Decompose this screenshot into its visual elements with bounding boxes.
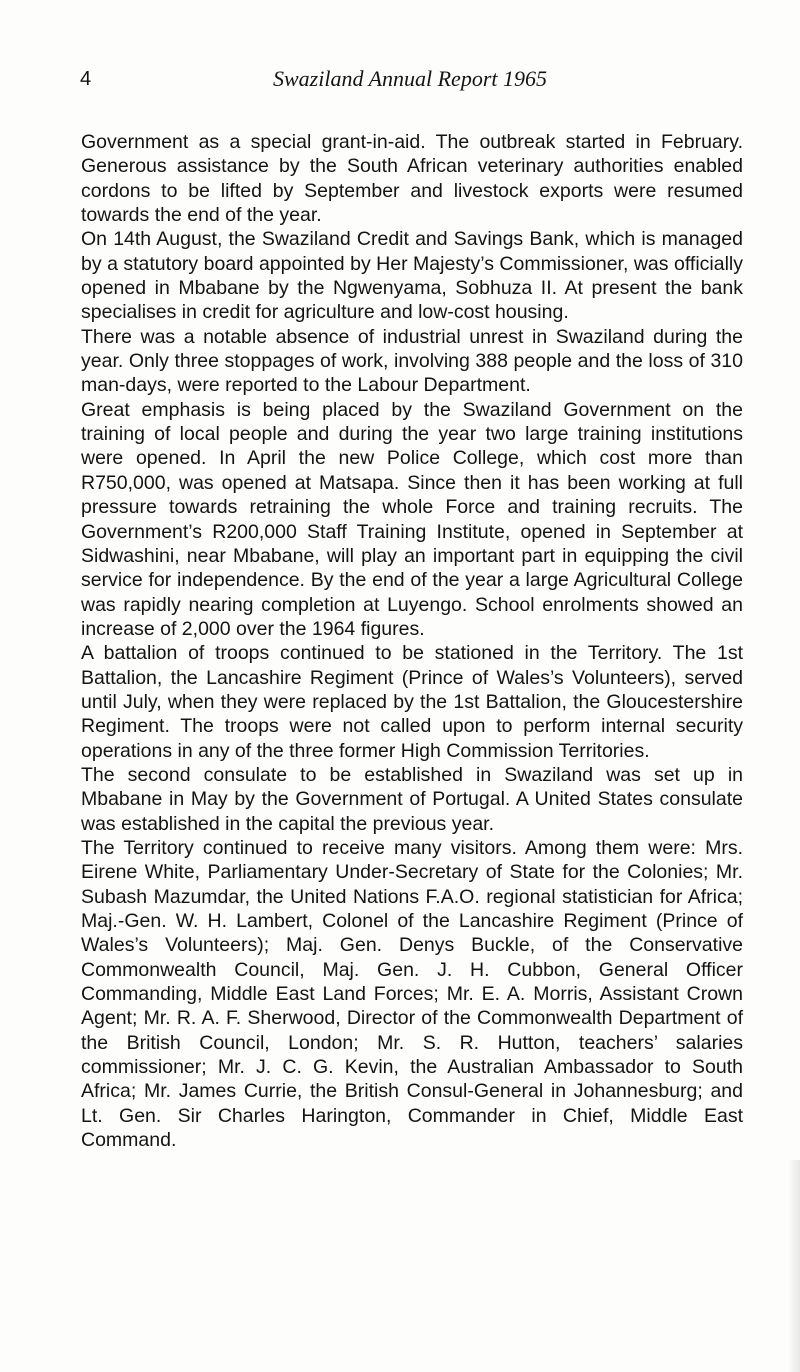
page-header xyxy=(80,66,740,96)
paragraph-livestock: Government as a special grant-in-aid. The outbreak started in February. Generous assistance by the South African veterinary authorities enabled cordons to be lifted by September and livestock exports were resumed towards the end of the year. xyxy=(81,131,743,227)
paragraph-visitors: The Territory continued to receive many visitors. Among them were: Mrs. Eirene White, Parliamentary Under-Secretary of State for the Colonies; Mr. Subash Mazumdar, the United Nations F.A.O. regional statistician for Africa; Maj.-Gen. W. H. Lambert, Colonel of the Lancashire Regiment (Prince of Wales’s Volunteers); Maj. Gen. Denys Buckle, of the Conservative Commonwealth Council, Maj. Gen. J. H. Cubbon, General Officer Commanding, Middle East Land Forces; Mr. E. A. Morris, Assistant Crown Agent; Mr. R. A. F. Sherwood, Director of the Commonwealth Department of the British Council, London; Mr. S. R. Hutton, teachers’ salaries commissioner; Mr. J. C. G. Kevin, the Australian Ambassador to South Africa; Mr. James Currie, the British Consul-General in Johannesburg; and Lt. Gen. Sir Charles Harington, Commander in Chief, Middle East Command. xyxy=(81,836,743,1152)
body-text xyxy=(81,130,743,1152)
paragraph-credit-bank: On 14th August, the Swaziland Credit and Savings Bank, which is managed by a statutory board appointed by Her Majesty’s Commissioner, was officially opened in Mbabane by the Ngwenyama, Sobhuza II. At present the bank specialises in credit for agriculture and low-cost housing. xyxy=(81,228,743,324)
paragraph-troops: A battalion of troops continued to be stationed in the Territory. The 1st Battalion, the Lancashire Regiment (Prince of Wales’s Volunteers), served until July, when they were replaced by the 1st Battalion, the Gloucestershire Regiment. The troops were not called upon to perform internal security operations in any of the three former High Commission Territories. xyxy=(81,642,743,762)
paragraph-industrial-unrest: There was a notable absence of industrial unrest in Swaziland during the year. Only three stoppages of work, involving 388 people and the loss of 310 man-days, were reported to the Labour Department. xyxy=(81,325,743,397)
page-number: 4 xyxy=(80,68,92,90)
running-title: Swaziland Annual Report 1965 xyxy=(273,66,547,91)
paragraph-training: Great emphasis is being placed by the Swaziland Government on the training of local people and during the year two large training institutions were opened. In April the new Police College, which cost more than R750,000, was opened at Matsapa. Since then it has been working at full pressure towards retraining the whole Force and training recruits. The Government’s R200,000 Staff Training Institute, opened in September at Sidwashini, near Mbabane, will play an important part in equipping the civil service for independence. By the end of the year a large Agricultural College was rapidly nearing completion at Luyengo. School enrolments showed an increase of 2,000 over the 1964 figures. xyxy=(81,398,743,640)
page-edge-shadow xyxy=(788,1160,800,1372)
paragraph-consulate: The second consulate to be established in Swaziland was set up in Mbabane in May by the Government of Portugal. A United States consulate was established in the capital the previous year. xyxy=(81,763,743,835)
